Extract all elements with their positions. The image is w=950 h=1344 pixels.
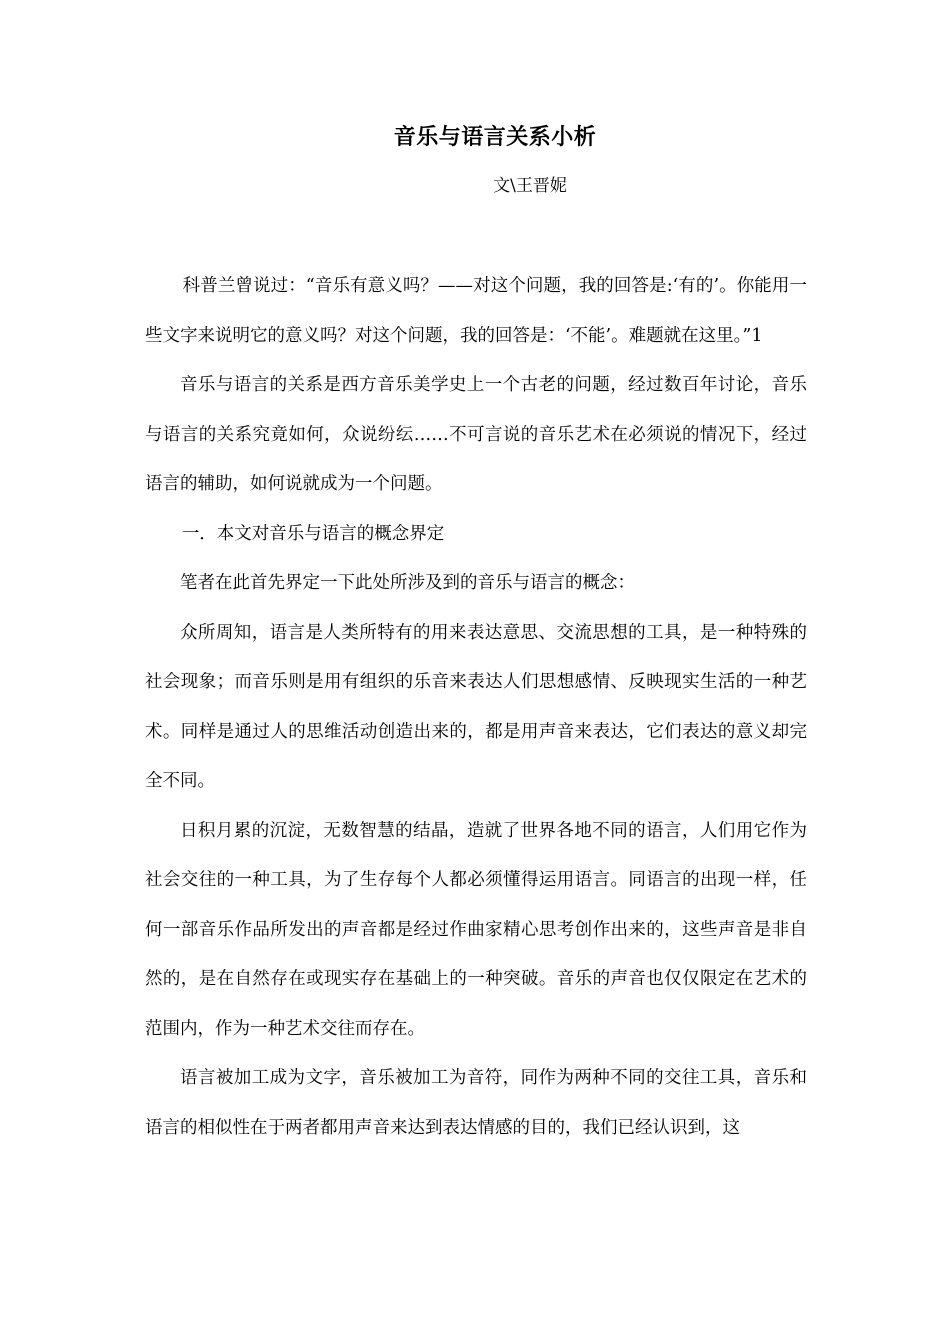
paragraph-intro: 音乐与语言的关系是西方音乐美学史上一个古老的问题，经过数百年讨论，音乐与语言的关系究竟如何，众说纷纭……不可言说的音乐艺术在必须说的情况下，经过语言的辅助，如何说就成为一个问题。 (145, 375, 807, 494)
paragraph-definition: 众所周知，语言是人类所特有的用来表达意思、交流思想的工具，是一种特殊的社会现象；而音乐则是用有组织的乐音来表达人们思想感情、反映现实生活的一种艺术。同样是通过人的思维活动创造出来的，都是用声音来表达，它们表达的意义却完全不同。 (145, 622, 807, 791)
paragraph-quote: 科普兰曾说过：“音乐有意义吗？——对这个问题，我的回答是:‘有的’。你能用一些文字来说明它的意义吗？对这个问题，我的回答是：‘不能’。难题就在这里。”1 (145, 276, 807, 346)
paragraph-language-music: 日积月累的沉淀，无数智慧的结晶，造就了世界各地不同的语言，人们用它作为社会交往的一种工具，为了生存每个人都必须懂得运用语言。同语言的出现一样，任何一部音乐作品所发出的声音都是经过作曲家精心思考创作出来的，这些声音是非自然的，是在自然存在或现实存在基础上的一种突破。音乐的声音也仅仅限定在艺术的范围内，作为一种艺术交往而存在。 (145, 820, 807, 1039)
section-heading: 一．本文对音乐与语言的概念界定 (181, 523, 445, 544)
document-body (145, 262, 807, 1153)
paragraph-definition-lead: 笔者在此首先界定一下此处所涉及到的音乐与语言的概念： (180, 573, 635, 593)
document-author: 文\王晋妮 (493, 176, 567, 196)
document-title: 音乐与语言关系小析 (393, 124, 597, 150)
paragraph-similarity: 语言被加工成为文字，音乐被加工为音符，同作为两种不同的交往工具，音乐和语言的相似性在于两者都用声音来达到表达情感的目的，我们已经认识到，这 (145, 1068, 807, 1138)
